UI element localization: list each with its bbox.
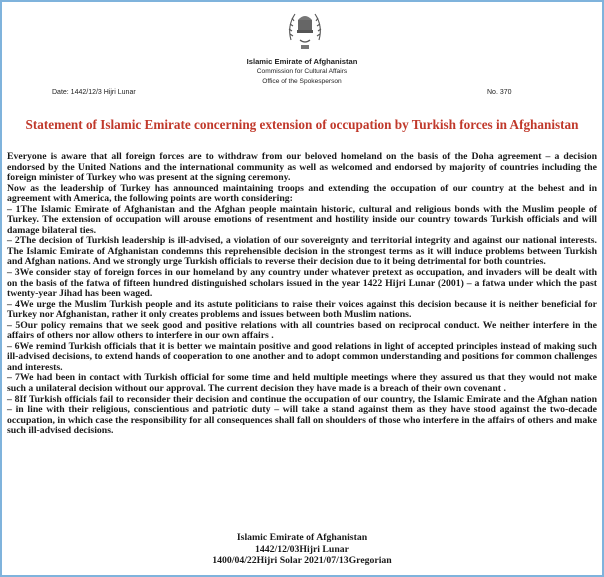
- point-1: – 1The Islamic Emirate of Afghanistan and the Afghan people maintain historic, cultural and religious bonds with the Muslim people of Turkey. The extension of occupation will arouse emotions of resentment and hostility inside our country towards Turkish officials and will damage bilateral ties.: [7, 203, 597, 236]
- office-name: Office of the Spokesperson: [262, 78, 342, 85]
- paragraph-intro: Everyone is aware that all foreign forces are to withdraw from our beloved homeland on the basis of the Doha agreement – a decision endorsed by the United Nations and the international community as well as welcomed and endorsed by majority of countries including the foreign minister of Turkey who was present at the signing ceremony.: [7, 151, 597, 184]
- point-3: – 3We consider stay of foreign forces in our homeland by any country under whatever pretext as occupation, and invaders will be dealt with on the basis of the fatwa of fifteen hundred distinguished scholars issued in the year 1422 Hijri Lunar (2001) – a fatwa under which the past twenty-year Jihad has been waged.: [7, 267, 597, 300]
- signature-solar-gregorian-date: 1400/04/22Hijri Solar 2021/07/13Gregorian: [212, 555, 392, 566]
- signature-block: [2, 532, 602, 567]
- point-4: – 4We urge the Muslim Turkish people and its astute politicians to raise their voices against this decision because it is neither beneficial for Turkey nor Afghanistan, rather it only creates problems and issues between both Muslim nations.: [7, 298, 597, 321]
- signature-org: Islamic Emirate of Afghanistan: [236, 532, 368, 543]
- organization-name: Islamic Emirate of Afghanistan: [246, 57, 358, 66]
- paragraph-context: Now as the leadership of Turkey has announced maintaining troops and extending the occupation of our country at the behest and in agreement with America, the following points are worth considering:: [7, 182, 597, 205]
- point-2: – 2The decision of Turkish leadership is ill-advised, a violation of our sovereignty and territorial integrity and against our national interests. The Islamic Emirate of Afghanistan condemns this reprehensible decision in the strongest terms as it will induce problems between Turkish and Afghan nations. And we strongly urge Turkish officials to reverse their decision due to it being detrimental for both countries.: [7, 235, 597, 268]
- point-5: – 5Our policy remains that we seek good and positive relations with all countries based on reciprocal conduct. We neither interfere in the affairs of others nor allow others to interfere in our own affairs .: [7, 319, 597, 342]
- islamic-emirate-emblem-icon: [285, 6, 325, 52]
- point-8: – 8If Turkish officials fail to reconsider their decision and continue the occupation of our country, the Islamic Emirate and the Afghan nation – in line with their religious, conscientious and patriotic duty – will take a stand against them as they have stood against the two-decade occupation, in which case the responsibility for all consequences shall fall on shoulders of those who interfere in the affairs of others and make such ill-advised decisions.: [7, 393, 597, 437]
- statement-body: [7, 152, 597, 437]
- document-number: No. 370: [487, 89, 512, 96]
- signature-lunar-date: 1442/12/03Hijri Lunar: [255, 543, 349, 555]
- point-6: – 6We remind Turkish officials that it is better we maintain positive and good relations in light of accepted principles instead of making such ill-advised decisions, to extend hands of cooperation to one another and to adopt common understanding and positions for common challenges and interests.: [7, 340, 597, 373]
- document-date: Date: 1442/12/3 Hijri Lunar: [52, 89, 136, 96]
- point-7: – 7We had been in contact with Turkish official for some time and held multiple meetings where they assured us that they would not make such a unilateral decision without our approval. The current decision they have made is a breach of their own covenant .: [7, 372, 597, 395]
- commission-name: Commission for Cultural Affairs: [256, 68, 348, 75]
- statement-title: Statement of Islamic Emirate concerning extension of occupation by Turkish forces in Afghanistan: [25, 117, 579, 132]
